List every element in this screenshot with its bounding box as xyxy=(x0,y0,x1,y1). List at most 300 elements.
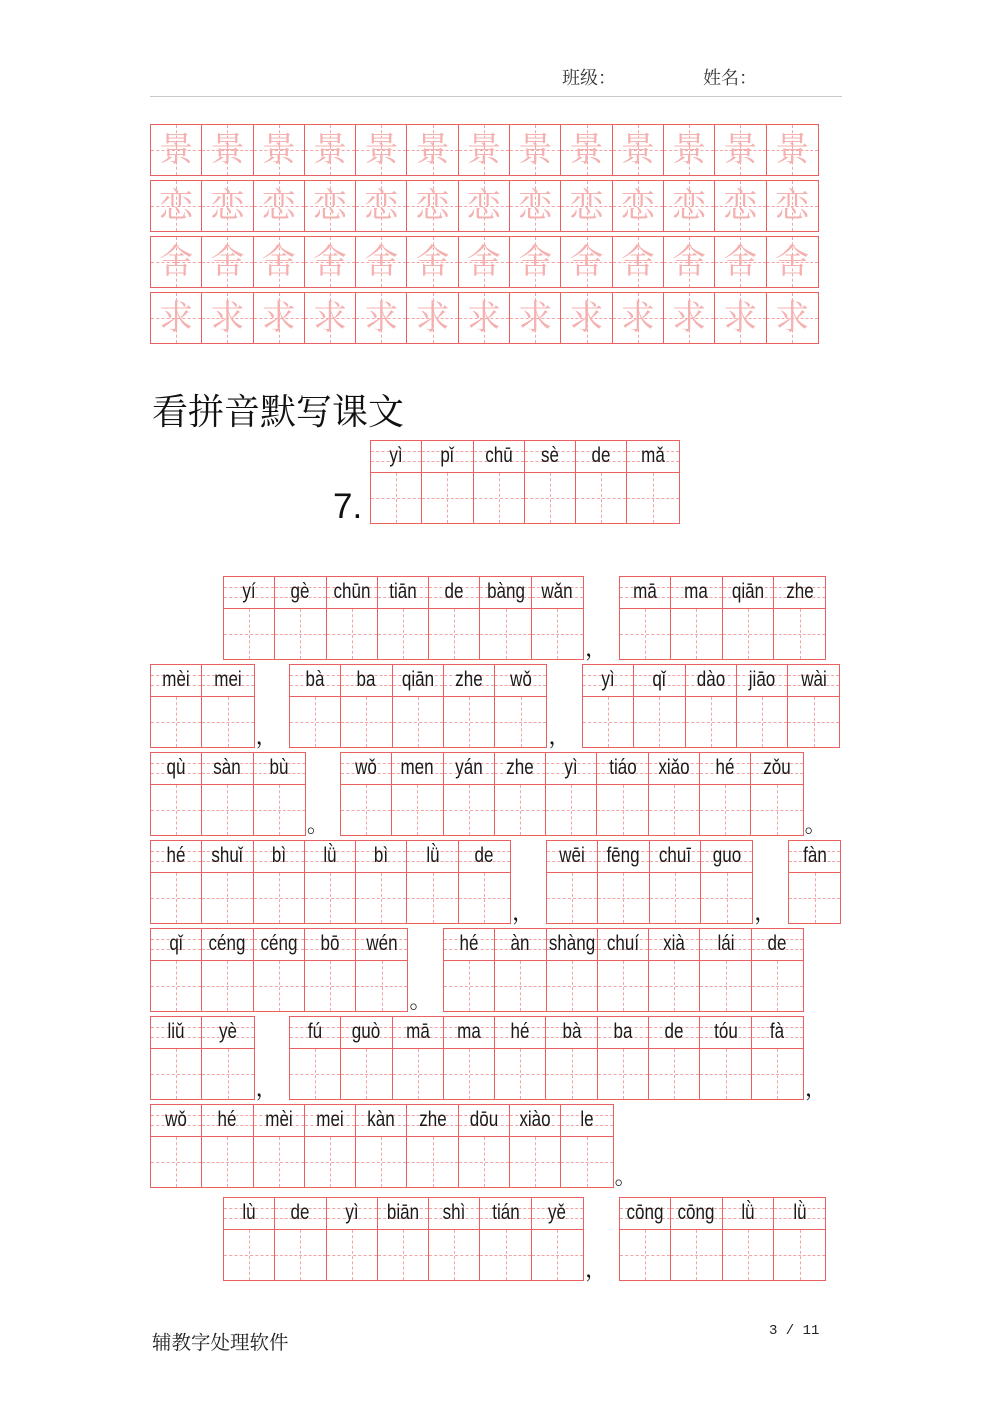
pinyin-group xyxy=(582,664,840,748)
tracing-character: 恋 xyxy=(415,186,450,226)
pinyin-line-box xyxy=(202,1017,253,1049)
pinyin-syllable: zhe xyxy=(418,1108,447,1131)
tracing-character: 舍 xyxy=(313,242,348,282)
punctuation-mark: ， xyxy=(754,901,777,926)
pinyin-line-box xyxy=(597,753,647,785)
writing-cell xyxy=(547,841,598,923)
pinyin-syllable: zhe xyxy=(455,668,483,691)
pinyin-line-box xyxy=(752,1017,803,1049)
pinyin-line-box xyxy=(422,441,472,473)
character-box xyxy=(327,609,377,659)
pinyin-syllable: mā xyxy=(633,580,657,603)
pinyin-line-box xyxy=(290,665,340,697)
tracing-cell xyxy=(254,125,305,175)
pinyin-line-box xyxy=(546,1017,596,1049)
pinyin-syllable: céng xyxy=(260,932,298,955)
pinyin-line-box xyxy=(480,577,530,609)
pinyin-line-box xyxy=(305,1105,355,1137)
pinyin-syllable: de xyxy=(444,580,464,603)
pinyin-line-box xyxy=(671,1198,721,1230)
writing-cell xyxy=(752,1017,803,1099)
writing-cell xyxy=(525,441,576,523)
pinyin-syllable: qiān xyxy=(731,580,764,603)
pinyin-line-box xyxy=(429,577,479,609)
character-box xyxy=(356,873,406,923)
character-box xyxy=(546,1049,596,1099)
tracing-character: 求 xyxy=(620,298,655,338)
pinyin-syllable: shuǐ xyxy=(211,844,244,867)
pinyin-line-box xyxy=(495,1017,545,1049)
writing-cell xyxy=(151,1017,202,1099)
writing-cell xyxy=(392,753,443,835)
punctuation-mark: ， xyxy=(255,1077,278,1102)
character-box xyxy=(254,961,304,1011)
character-box xyxy=(789,873,840,923)
pinyin-syllable: yì xyxy=(564,756,578,779)
pinyin-line-box xyxy=(444,753,494,785)
writing-cell xyxy=(151,753,202,835)
pinyin-syllable: biān xyxy=(386,1201,420,1224)
character-box xyxy=(341,785,391,835)
pinyin-line-box xyxy=(547,929,597,961)
pinyin-group xyxy=(150,1104,637,1190)
pinyin-group xyxy=(150,752,329,838)
character-box xyxy=(151,961,201,1011)
pinyin-syllable: xiào xyxy=(519,1108,551,1131)
writing-cell xyxy=(407,841,458,923)
pinyin-syllable: xià xyxy=(663,932,686,955)
pinyin-syllable: de xyxy=(290,1201,310,1224)
tracing-cell xyxy=(305,237,356,287)
writing-cell xyxy=(151,841,202,923)
writing-cell xyxy=(532,577,583,659)
pinyin-line-box xyxy=(151,753,201,785)
character-box xyxy=(474,473,524,523)
writing-cell xyxy=(224,1198,275,1280)
tracing-cell xyxy=(151,181,202,231)
tracing-cell xyxy=(151,237,202,287)
character-box xyxy=(532,1230,583,1280)
writing-cell xyxy=(275,577,326,659)
pinyin-syllable: sàn xyxy=(213,756,242,779)
pinyin-syllable: yì xyxy=(345,1201,359,1224)
character-box xyxy=(700,961,750,1011)
character-box xyxy=(393,1049,443,1099)
pinyin-line-box xyxy=(789,841,840,873)
writing-cell xyxy=(649,753,700,835)
pinyin-line-box xyxy=(444,665,494,697)
lesson-number: 7. xyxy=(333,487,363,526)
pinyin-line-box xyxy=(151,665,201,697)
character-box xyxy=(429,1230,479,1280)
character-box xyxy=(202,961,252,1011)
pinyin-syllable: fà xyxy=(770,1020,785,1043)
pinyin-syllable: chuī xyxy=(658,844,691,867)
character-box xyxy=(371,473,421,523)
pinyin-line-box xyxy=(598,1017,648,1049)
character-box xyxy=(254,1137,304,1187)
pinyin-line-box xyxy=(634,665,684,697)
pinyin-line-box xyxy=(774,577,825,609)
pinyin-line-box xyxy=(356,929,407,961)
writing-cell xyxy=(737,665,788,747)
pinyin-syllable: jiāo xyxy=(748,668,776,691)
pinyin-syllable: shàng xyxy=(548,932,595,955)
pinyin-syllable: tóu xyxy=(713,1020,738,1043)
writing-cell xyxy=(671,1198,722,1280)
writing-cell xyxy=(597,753,648,835)
character-box xyxy=(444,785,494,835)
tracing-character: 舍 xyxy=(723,242,758,282)
tracing-cell xyxy=(767,125,818,175)
pinyin-syllable: bàng xyxy=(486,580,525,603)
writing-cell xyxy=(327,1198,378,1280)
pinyin-line-box xyxy=(202,753,252,785)
writing-cell xyxy=(429,1198,480,1280)
page-number: 3 / 11 xyxy=(769,1323,820,1339)
pinyin-line-box xyxy=(700,929,750,961)
tracing-cell xyxy=(510,181,561,231)
character-box xyxy=(546,785,596,835)
tracing-cell xyxy=(510,237,561,287)
pinyin-line-box xyxy=(327,577,377,609)
writing-cell xyxy=(474,441,525,523)
pinyin-line-box xyxy=(356,1105,406,1137)
tracing-cell xyxy=(202,237,253,287)
pinyin-syllable: sè xyxy=(541,444,560,467)
tracing-cell xyxy=(202,125,253,175)
character-box xyxy=(597,785,647,835)
pinyin-syllable: hé xyxy=(166,844,186,867)
software-credit: 辅教字处理软件 xyxy=(152,1331,289,1354)
tracing-cell xyxy=(202,293,253,343)
writing-cell xyxy=(700,753,751,835)
tracing-character: 景 xyxy=(672,130,707,170)
pinyin-syllable: cōng xyxy=(677,1201,715,1224)
punctuation-mark: ， xyxy=(255,725,278,750)
character-box xyxy=(202,1049,253,1099)
sentence-line xyxy=(0,1104,992,1188)
punctuation-mark: 。 xyxy=(804,813,827,838)
tracing-cell xyxy=(510,125,561,175)
punctuation-mark: ， xyxy=(804,1077,827,1102)
punctuation-mark: 。 xyxy=(409,989,432,1014)
writing-cell xyxy=(378,1198,429,1280)
tracing-cell xyxy=(664,237,715,287)
writing-cell xyxy=(650,841,701,923)
writing-cell xyxy=(202,1017,253,1099)
tracing-cell xyxy=(356,125,407,175)
tracing-cell xyxy=(305,181,356,231)
tracing-character: 求 xyxy=(723,298,758,338)
pinyin-syllable: dōu xyxy=(469,1108,499,1131)
tracing-character: 恋 xyxy=(159,186,194,226)
pinyin-line-box xyxy=(532,1198,583,1230)
pinyin-syllable: mei xyxy=(316,1108,344,1131)
pinyin-syllable: yě xyxy=(548,1201,567,1224)
tracing-cell xyxy=(767,237,818,287)
pinyin-line-box xyxy=(407,1105,457,1137)
character-box xyxy=(202,1137,252,1187)
tracing-character: 景 xyxy=(775,130,810,170)
pinyin-syllable: fàn xyxy=(802,844,827,867)
pinyin-syllable: de xyxy=(591,444,611,467)
sentence-line xyxy=(0,752,992,836)
pinyin-line-box xyxy=(224,577,274,609)
pinyin-line-box xyxy=(151,929,201,961)
pinyin-line-box xyxy=(202,665,253,697)
tracing-cell xyxy=(767,181,818,231)
pinyin-syllable: guo xyxy=(712,844,741,867)
character-box xyxy=(459,873,510,923)
lesson-title-pinyin-group xyxy=(370,440,680,524)
character-box xyxy=(627,473,678,523)
pinyin-group xyxy=(150,1016,278,1102)
character-box xyxy=(723,609,773,659)
pinyin-syllable: wài xyxy=(801,668,827,691)
sentence-line xyxy=(0,576,992,660)
pinyin-line-box xyxy=(254,841,304,873)
tracing-character: 求 xyxy=(672,298,707,338)
pinyin-syllable: dào xyxy=(696,668,725,691)
writing-cell xyxy=(480,1198,531,1280)
writing-cell xyxy=(151,929,202,1011)
pinyin-syllable: wǒ xyxy=(509,668,532,691)
tracing-cell xyxy=(715,125,766,175)
pinyin-line-box xyxy=(627,441,678,473)
writing-cell xyxy=(547,929,598,1011)
pinyin-syllable: lù xyxy=(242,1201,256,1224)
pinyin-line-box xyxy=(275,577,325,609)
writing-cell xyxy=(341,753,392,835)
sentence-line xyxy=(0,840,992,924)
pinyin-group xyxy=(223,576,608,662)
character-box xyxy=(671,609,721,659)
pinyin-line-box xyxy=(774,1198,825,1230)
tracing-character: 景 xyxy=(364,130,399,170)
character-box xyxy=(407,1137,457,1187)
pinyin-syllable: qǐ xyxy=(652,668,667,691)
tracing-character: 求 xyxy=(569,298,604,338)
tracing-cell xyxy=(664,293,715,343)
tracing-cell xyxy=(459,125,510,175)
character-box xyxy=(686,697,736,747)
tracing-character: 求 xyxy=(261,298,296,338)
pinyin-group xyxy=(289,664,571,750)
pinyin-line-box xyxy=(356,841,406,873)
tracing-cell xyxy=(356,181,407,231)
tracing-cell xyxy=(664,125,715,175)
sentence-line xyxy=(0,1197,992,1281)
character-box xyxy=(444,697,494,747)
pinyin-line-box xyxy=(583,665,633,697)
punctuation-mark: 。 xyxy=(614,1165,637,1190)
character-box xyxy=(202,873,252,923)
character-box xyxy=(422,473,472,523)
tracing-character: 景 xyxy=(415,130,450,170)
writing-cell xyxy=(774,1198,825,1280)
pinyin-line-box xyxy=(151,1105,201,1137)
tracing-character: 恋 xyxy=(364,186,399,226)
pinyin-line-box xyxy=(650,841,700,873)
character-box xyxy=(752,961,803,1011)
tracing-character: 景 xyxy=(466,130,501,170)
pinyin-line-box xyxy=(561,1105,612,1137)
pinyin-syllable: hé xyxy=(459,932,479,955)
pinyin-syllable: tiáo xyxy=(608,756,637,779)
writing-cell xyxy=(700,1017,751,1099)
pinyin-line-box xyxy=(341,753,391,785)
pinyin-syllable: shì xyxy=(442,1201,466,1224)
writing-cell xyxy=(305,841,356,923)
pinyin-line-box xyxy=(254,753,305,785)
tracing-character: 舍 xyxy=(210,242,245,282)
writing-cell xyxy=(254,841,305,923)
pinyin-syllable: bì xyxy=(374,844,389,867)
writing-cell xyxy=(649,929,700,1011)
character-box xyxy=(202,785,252,835)
name-label: 姓名： xyxy=(703,68,757,89)
character-box xyxy=(650,873,700,923)
character-box xyxy=(751,785,802,835)
pinyin-syllable: le xyxy=(580,1108,594,1131)
character-box xyxy=(774,609,825,659)
writing-cell xyxy=(305,929,356,1011)
pinyin-group xyxy=(619,1197,826,1281)
writing-cell xyxy=(254,1105,305,1187)
tracing-cell xyxy=(459,237,510,287)
character-box xyxy=(151,1049,201,1099)
tracing-cell xyxy=(202,181,253,231)
character-box xyxy=(634,697,684,747)
tracing-character: 舍 xyxy=(415,242,450,282)
character-box xyxy=(290,1049,340,1099)
character-box xyxy=(598,873,648,923)
tracing-character: 恋 xyxy=(569,186,604,226)
tracing-character: 恋 xyxy=(620,186,655,226)
sentence-line xyxy=(0,928,992,1012)
tracing-character: 恋 xyxy=(261,186,296,226)
pinyin-line-box xyxy=(723,577,773,609)
writing-cell xyxy=(422,441,473,523)
pinyin-line-box xyxy=(305,841,355,873)
tracing-character: 求 xyxy=(466,298,501,338)
tracing-character: 景 xyxy=(723,130,758,170)
tracing-cell xyxy=(613,125,664,175)
pinyin-line-box xyxy=(649,753,699,785)
tracing-character: 舍 xyxy=(261,242,296,282)
writing-cell xyxy=(546,1017,597,1099)
character-box xyxy=(254,785,305,835)
tracing-cell xyxy=(407,293,458,343)
pinyin-syllable: yí xyxy=(242,580,256,603)
pinyin-syllable: de xyxy=(664,1020,684,1043)
punctuation-mark: ， xyxy=(585,1258,608,1283)
tracing-character: 舍 xyxy=(364,242,399,282)
pinyin-line-box xyxy=(480,1198,530,1230)
pinyin-group xyxy=(289,1016,827,1102)
pinyin-group xyxy=(619,576,826,660)
pinyin-syllable: zhe xyxy=(785,580,814,603)
tracing-row xyxy=(150,180,819,232)
writing-cell xyxy=(151,1105,202,1187)
character-box xyxy=(459,1137,509,1187)
character-box xyxy=(393,697,443,747)
tracing-row xyxy=(150,292,819,344)
pinyin-syllable: tiān xyxy=(389,580,417,603)
pinyin-line-box xyxy=(701,841,752,873)
pinyin-line-box xyxy=(407,841,457,873)
tracing-cell xyxy=(407,181,458,231)
tracing-cell xyxy=(254,293,305,343)
character-box xyxy=(723,1230,773,1280)
pinyin-syllable: gè xyxy=(290,580,310,603)
writing-cell xyxy=(561,1105,612,1187)
pinyin-syllable: pǐ xyxy=(440,444,455,467)
pinyin-syllable: yì xyxy=(601,668,615,691)
pinyin-line-box xyxy=(392,753,442,785)
character-box xyxy=(202,697,253,747)
pinyin-syllable: ba xyxy=(613,1020,633,1043)
writing-cell xyxy=(723,577,774,659)
character-box xyxy=(378,609,428,659)
pinyin-syllable: wén xyxy=(366,932,398,955)
writing-cell xyxy=(356,1105,407,1187)
tracing-cell xyxy=(767,293,818,343)
tracing-character: 恋 xyxy=(466,186,501,226)
character-box xyxy=(532,609,583,659)
tracing-character: 恋 xyxy=(210,186,245,226)
writing-cell xyxy=(510,1105,561,1187)
character-box xyxy=(480,609,530,659)
tracing-character: 景 xyxy=(569,130,604,170)
pinyin-line-box xyxy=(275,1198,325,1230)
class-label: 班级： xyxy=(562,68,616,89)
writing-cell xyxy=(788,665,839,747)
writing-cell xyxy=(598,929,649,1011)
writing-cell xyxy=(378,577,429,659)
character-box xyxy=(151,785,201,835)
character-box xyxy=(275,1230,325,1280)
pinyin-line-box xyxy=(546,753,596,785)
character-box xyxy=(649,785,699,835)
tracing-cell xyxy=(715,293,766,343)
writing-cell xyxy=(459,1105,510,1187)
writing-cell xyxy=(444,753,495,835)
pinyin-syllable: mei xyxy=(214,668,242,691)
character-box xyxy=(305,1137,355,1187)
character-box xyxy=(547,873,597,923)
tracing-cell xyxy=(613,181,664,231)
writing-cell xyxy=(151,665,202,747)
tracing-character: 景 xyxy=(261,130,296,170)
pinyin-syllable: ma xyxy=(457,1020,481,1043)
tracing-cell xyxy=(151,293,202,343)
writing-cell xyxy=(598,1017,649,1099)
writing-cell xyxy=(774,577,825,659)
pinyin-line-box xyxy=(620,577,670,609)
writing-cell xyxy=(576,441,627,523)
pinyin-line-box xyxy=(151,841,201,873)
tracing-character: 恋 xyxy=(775,186,810,226)
character-box xyxy=(378,1230,428,1280)
tracing-character: 景 xyxy=(159,130,194,170)
pinyin-line-box xyxy=(495,929,545,961)
character-box xyxy=(671,1230,721,1280)
writing-cell xyxy=(444,929,495,1011)
pinyin-syllable: lǜ xyxy=(741,1201,755,1224)
character-box xyxy=(444,1049,494,1099)
